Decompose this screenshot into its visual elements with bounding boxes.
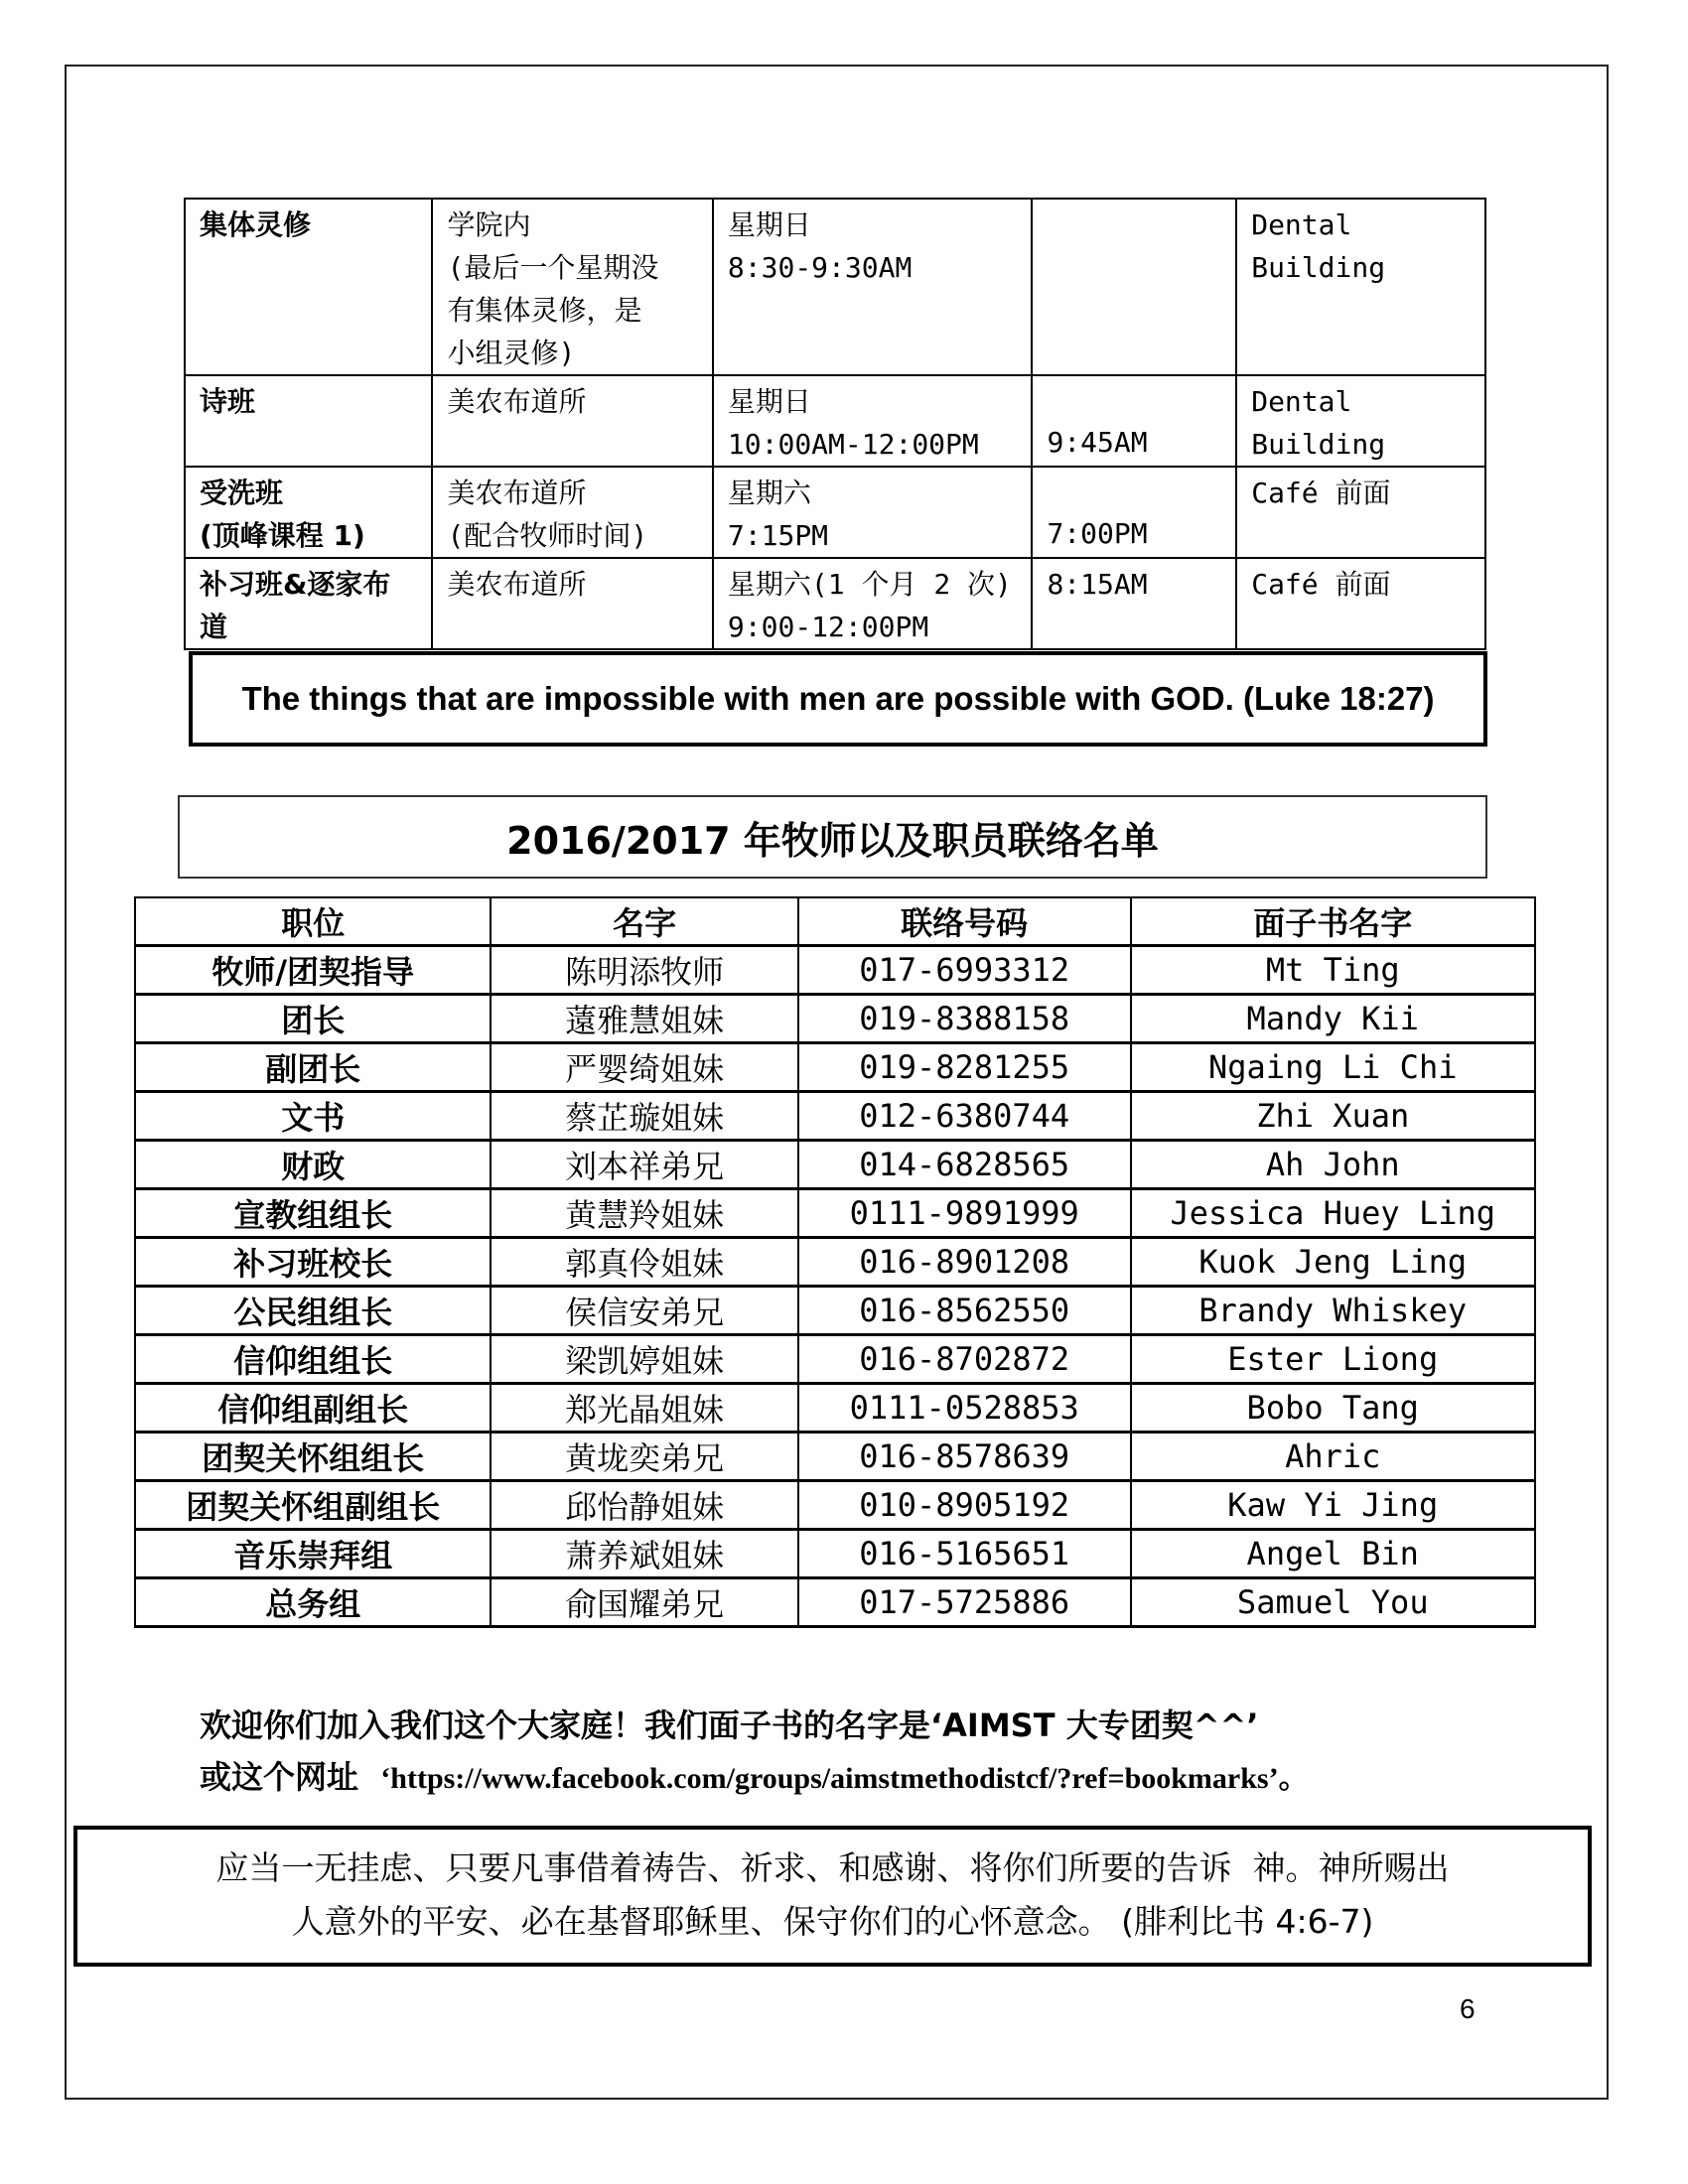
schedule-meeting-point-line: Dental <box>1251 208 1352 241</box>
contact-name: 黄慧羚姐妹 <box>491 1189 797 1238</box>
header-position: 职位 <box>135 897 491 946</box>
contact-name: 刘本祥弟兄 <box>491 1141 797 1189</box>
contact-name: 黄垅奕弟兄 <box>491 1433 797 1481</box>
contact-phone: 012-6380744 <box>798 1092 1131 1141</box>
table-row <box>135 1238 1535 1287</box>
table-row <box>135 1287 1535 1335</box>
contact-position: 音乐崇拜组 <box>135 1530 491 1578</box>
table-row <box>135 995 1535 1043</box>
schedule-activity-line: (顶峰课程 1) <box>200 519 365 552</box>
schedule-gather-time: 7:00PM <box>1032 467 1236 558</box>
schedule-row <box>185 558 1485 649</box>
schedule-activity <box>185 375 432 467</box>
contact-position: 团长 <box>135 995 491 1043</box>
schedule-place-line: 美农布道所 <box>447 477 587 509</box>
welcome-line-2 <box>200 1751 1309 1805</box>
schedule-time-line: 星期六(1 个月 2 次) <box>727 568 1012 601</box>
schedule-gather-time: 9:45AM <box>1032 375 1236 467</box>
schedule-place-line: 小组灵修) <box>447 337 576 369</box>
header-phone: 联络号码 <box>798 897 1131 946</box>
schedule-activity-line: 补习班&逐家布 <box>200 568 391 601</box>
schedule-place-line: 美农布道所 <box>447 385 587 418</box>
schedule-time-line: 10:00AM-12:00PM <box>727 428 979 461</box>
table-row <box>135 1092 1535 1141</box>
contact-facebook-name: Mandy Kii <box>1131 995 1536 1043</box>
contact-facebook-name: Mt Ting <box>1131 946 1536 995</box>
schedule-place <box>432 375 712 467</box>
schedule-place-line: (配合牧师时间) <box>447 519 648 552</box>
contact-position: 总务组 <box>135 1578 491 1627</box>
contact-facebook-name: Ngaing Li Chi <box>1131 1043 1536 1092</box>
schedule-meeting-point-line: Café 前面 <box>1251 477 1391 509</box>
schedule-meeting-point-line: Building <box>1251 428 1386 461</box>
schedule-time <box>713 375 1033 467</box>
contact-phone: 016-8578639 <box>798 1433 1131 1481</box>
page-number: 6 <box>1460 1993 1476 2024</box>
schedule-meeting-point <box>1236 375 1485 467</box>
schedule-place <box>432 467 712 558</box>
table-row <box>135 1141 1535 1189</box>
contact-phone: 017-6993312 <box>798 946 1131 995</box>
facebook-url-link[interactable]: ‘https://www.facebook.com/groups/aimstmethodistcf/?ref=bookmarks’。 <box>380 1762 1309 1795</box>
contact-position: 宣教组组长 <box>135 1189 491 1238</box>
contact-position: 团契关怀组组长 <box>135 1433 491 1481</box>
contacts-table <box>134 896 1536 1628</box>
contact-name: 蔡芷璇姐妹 <box>491 1092 797 1141</box>
verse-line-1: 应当一无挂虑、只要凡事借着祷告、祈求、和感谢、将你们所要的告诉 神。神所赐出 <box>215 1848 1450 1887</box>
schedule-gather-time <box>1032 199 1236 375</box>
verse-line-2: 人意外的平安、必在基督耶稣里、保守你们的心怀意念。 (腓利比书 4:6-7) <box>291 1902 1374 1941</box>
schedule-activity <box>185 199 432 375</box>
schedule-place-line: 美农布道所 <box>447 568 587 601</box>
contact-phone: 019-8281255 <box>798 1043 1131 1092</box>
schedule-meeting-point-line: Café 前面 <box>1251 568 1391 601</box>
schedule-time-line: 8:30-9:30AM <box>727 251 913 284</box>
contact-phone: 016-8562550 <box>798 1287 1131 1335</box>
contact-phone: 017-5725886 <box>798 1578 1131 1627</box>
schedule-time-line: 星期日 <box>727 208 811 241</box>
contacts-title: 2016/2017 年牧师以及职员联络名单 <box>506 818 1159 863</box>
contact-phone: 016-8702872 <box>798 1335 1131 1384</box>
bible-quote: The things that are impossible with men are possible with GOD. (Luke 18:27) <box>241 680 1435 717</box>
table-row <box>135 1335 1535 1384</box>
contacts-title-box <box>178 795 1487 879</box>
table-header-row <box>135 897 1535 946</box>
table-row <box>135 1481 1535 1530</box>
schedule-activity-line: 道 <box>200 611 228 643</box>
verse-box <box>73 1826 1592 1967</box>
schedule-meeting-point-line: Building <box>1251 251 1386 284</box>
schedule-activity-line: 集体灵修 <box>200 208 312 241</box>
schedule-place <box>432 199 712 375</box>
contact-facebook-name: Jessica Huey Ling <box>1131 1189 1536 1238</box>
contact-facebook-name: Angel Bin <box>1131 1530 1536 1578</box>
schedule-place-line: 有集体灵修，是 <box>447 294 642 327</box>
schedule-activity <box>185 558 432 649</box>
contact-facebook-name: Ester Liong <box>1131 1335 1536 1384</box>
contact-name: 郑光晶姐妹 <box>491 1384 797 1433</box>
contact-name: 郭真伶姐妹 <box>491 1238 797 1287</box>
schedule-time <box>713 199 1033 375</box>
contact-facebook-name: Zhi Xuan <box>1131 1092 1536 1141</box>
welcome-line-2-prefix: 或这个网址 <box>200 1758 381 1796</box>
schedule-gather-time: 8:15AM <box>1032 558 1236 649</box>
contact-facebook-name: Samuel You <box>1131 1578 1536 1627</box>
welcome-text <box>200 1700 1309 1805</box>
schedule-time-line: 星期六 <box>727 477 811 509</box>
contact-position: 信仰组组长 <box>135 1335 491 1384</box>
contact-name: 萧养斌姐妹 <box>491 1530 797 1578</box>
schedule-meeting-point-line: Dental <box>1251 385 1352 418</box>
table-row <box>135 1530 1535 1578</box>
contact-phone: 0111-0528853 <box>798 1384 1131 1433</box>
contact-name: 邱怡静姐妹 <box>491 1481 797 1530</box>
contact-phone: 0111-9891999 <box>798 1189 1131 1238</box>
contact-phone: 019-8388158 <box>798 995 1131 1043</box>
schedule-place-line: 学院内 <box>447 208 531 241</box>
contact-position: 公民组组长 <box>135 1287 491 1335</box>
schedule-activity-line: 受洗班 <box>200 477 284 509</box>
contact-name: 梁凯婷姐妹 <box>491 1335 797 1384</box>
bible-quote-box <box>189 651 1487 747</box>
contact-position: 牧师/团契指导 <box>135 946 491 995</box>
contact-phone: 016-8901208 <box>798 1238 1131 1287</box>
contact-position: 补习班校长 <box>135 1238 491 1287</box>
schedule-time-line: 7:15PM <box>727 519 829 552</box>
contact-facebook-name: Bobo Tang <box>1131 1384 1536 1433</box>
contact-position: 文书 <box>135 1092 491 1141</box>
table-row <box>135 1043 1535 1092</box>
contact-name: 陈明添牧师 <box>491 946 797 995</box>
contact-facebook-name: Kaw Yi Jing <box>1131 1481 1536 1530</box>
schedule-row <box>185 199 1485 375</box>
schedule-table <box>184 198 1486 650</box>
header-name: 名字 <box>491 897 797 946</box>
contact-name: 俞国耀弟兄 <box>491 1578 797 1627</box>
contact-position: 团契关怀组副组长 <box>135 1481 491 1530</box>
schedule-meeting-point <box>1236 558 1485 649</box>
contact-facebook-name: Ah John <box>1131 1141 1536 1189</box>
contact-facebook-name: Ahric <box>1131 1433 1536 1481</box>
contact-name: 薳雅慧姐妹 <box>491 995 797 1043</box>
table-row <box>135 1189 1535 1238</box>
contact-phone: 010-8905192 <box>798 1481 1131 1530</box>
contact-position: 副团长 <box>135 1043 491 1092</box>
contact-position: 财政 <box>135 1141 491 1189</box>
contact-facebook-name: Kuok Jeng Ling <box>1131 1238 1536 1287</box>
schedule-row <box>185 467 1485 558</box>
schedule-time-line: 9:00-12:00PM <box>727 611 929 643</box>
table-row <box>135 1433 1535 1481</box>
schedule-meeting-point <box>1236 199 1485 375</box>
schedule-row <box>185 375 1485 467</box>
table-row <box>135 1384 1535 1433</box>
schedule-time-line: 星期日 <box>727 385 811 418</box>
schedule-time <box>713 558 1033 649</box>
table-row <box>135 1578 1535 1627</box>
contact-position: 信仰组副组长 <box>135 1384 491 1433</box>
schedule-time <box>713 467 1033 558</box>
contact-phone: 016-5165651 <box>798 1530 1131 1578</box>
table-row <box>135 946 1535 995</box>
schedule-place <box>432 558 712 649</box>
contact-name: 严婴绮姐妹 <box>491 1043 797 1092</box>
schedule-activity-line: 诗班 <box>200 385 256 418</box>
header-facebook-name: 面子书名字 <box>1131 897 1536 946</box>
contact-name: 侯信安弟兄 <box>491 1287 797 1335</box>
welcome-line-1: 欢迎你们加入我们这个大家庭！我们面子书的名字是‘AIMST 大专团契^^’ <box>200 1706 1259 1744</box>
schedule-meeting-point <box>1236 467 1485 558</box>
schedule-activity <box>185 467 432 558</box>
schedule-place-line: (最后一个星期没 <box>447 251 659 284</box>
contact-facebook-name: Brandy Whiskey <box>1131 1287 1536 1335</box>
contact-phone: 014-6828565 <box>798 1141 1131 1189</box>
